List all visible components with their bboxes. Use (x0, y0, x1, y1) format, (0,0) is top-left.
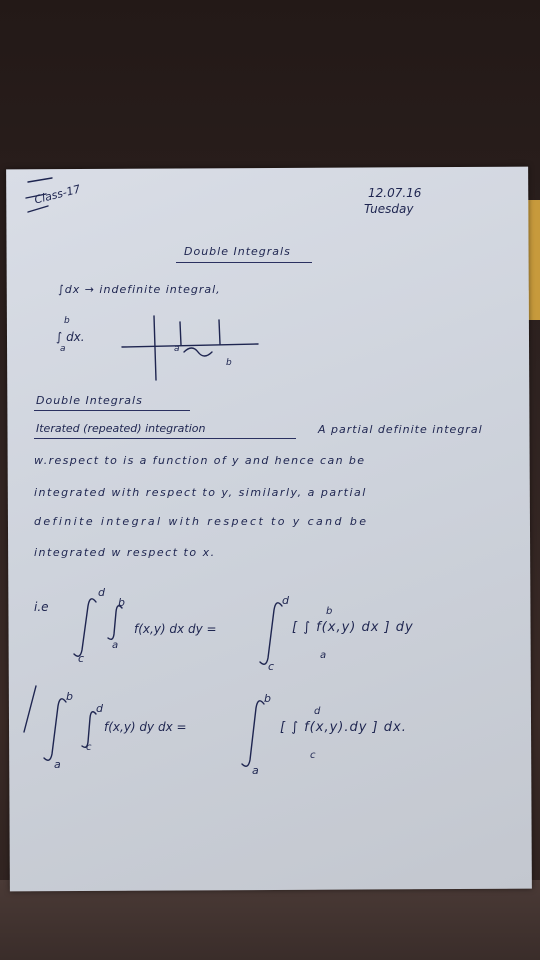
eq2-outer-upper: b (66, 690, 73, 703)
eq2-rhs-inner-lower: c (310, 750, 316, 761)
day-text: Tuesday (364, 202, 414, 216)
eq1-rhs-outer-lower: c (268, 660, 275, 673)
scribble-line (28, 178, 52, 182)
eq2-rhs-inner-upper: d (314, 706, 321, 717)
paragraph-line-2: w.respect to is a function of y and hence can be (34, 454, 366, 467)
paragraph-line-5: integrated w respect to x. (34, 546, 216, 559)
definite-upper-limit: b (64, 316, 70, 326)
integral-sign-icon (82, 712, 96, 748)
class-label: Class-17 (33, 182, 82, 207)
page-title: Double Integrals (184, 245, 291, 258)
axis-label-b: b (226, 358, 232, 368)
eq1-inner-upper: b (118, 596, 125, 609)
number-line-axis (122, 344, 258, 347)
eq2-inner-lower: c (86, 742, 92, 753)
section-heading-iterated: Iterated (repeated) integration (36, 422, 206, 435)
scribble-line (28, 206, 48, 212)
integral-sign-icon (242, 701, 264, 766)
eq1-rhs-outer-upper: d (282, 594, 289, 607)
integral-sign-icon (108, 606, 122, 640)
integral-sign-icon (44, 699, 66, 760)
eq2-rhs-outer-lower: a (252, 764, 259, 777)
section-heading-double: Double Integrals (36, 394, 143, 407)
scribble-line (26, 194, 46, 198)
definite-integral-expr: ∫ dx. (56, 330, 85, 344)
integral-sign-icon (260, 603, 282, 664)
eq2-inner-upper: d (96, 702, 103, 715)
indefinite-integral-note: ∫dx → indefinite integral, (58, 283, 221, 296)
eq1-outer-lower: c (78, 652, 85, 665)
margin-slash (24, 686, 36, 732)
eq2-rhs-body: [ ∫ f(x,y).dy ] dx. (280, 720, 407, 735)
eq1-rhs-inner-upper: b (326, 606, 333, 617)
integral-sign-icon (74, 599, 96, 656)
eq1-rhs-body: [ ∫ f(x,y) dx ] dy (292, 620, 414, 635)
number-line-y-axis (154, 316, 156, 380)
eq1-prefix: i.e (34, 600, 49, 614)
eq2-rhs-outer-upper: b (264, 692, 271, 705)
eq2-integrand: f(x,y) dy dx = (104, 720, 187, 734)
wave-stroke (184, 348, 212, 356)
eq1-inner-lower: a (112, 640, 119, 651)
eq1-integrand: f(x,y) dx dy = (134, 622, 217, 636)
eq1-rhs-inner-lower: a (320, 650, 327, 661)
tick-mark-a (180, 322, 181, 345)
paragraph-line-1: A partial definite integral (318, 423, 483, 436)
eq2-outer-lower: a (54, 758, 61, 771)
paragraph-line-4: definite integral with respect to y cand be (34, 515, 369, 528)
axis-label-a: a (174, 344, 180, 354)
paragraph-line-3: integrated with respect to y, similarly, a partial (34, 486, 367, 499)
eq1-outer-upper: d (98, 586, 105, 599)
definite-lower-limit: a (60, 344, 66, 354)
date-text: 12.07.16 (368, 186, 422, 200)
tick-mark-b (219, 320, 220, 344)
